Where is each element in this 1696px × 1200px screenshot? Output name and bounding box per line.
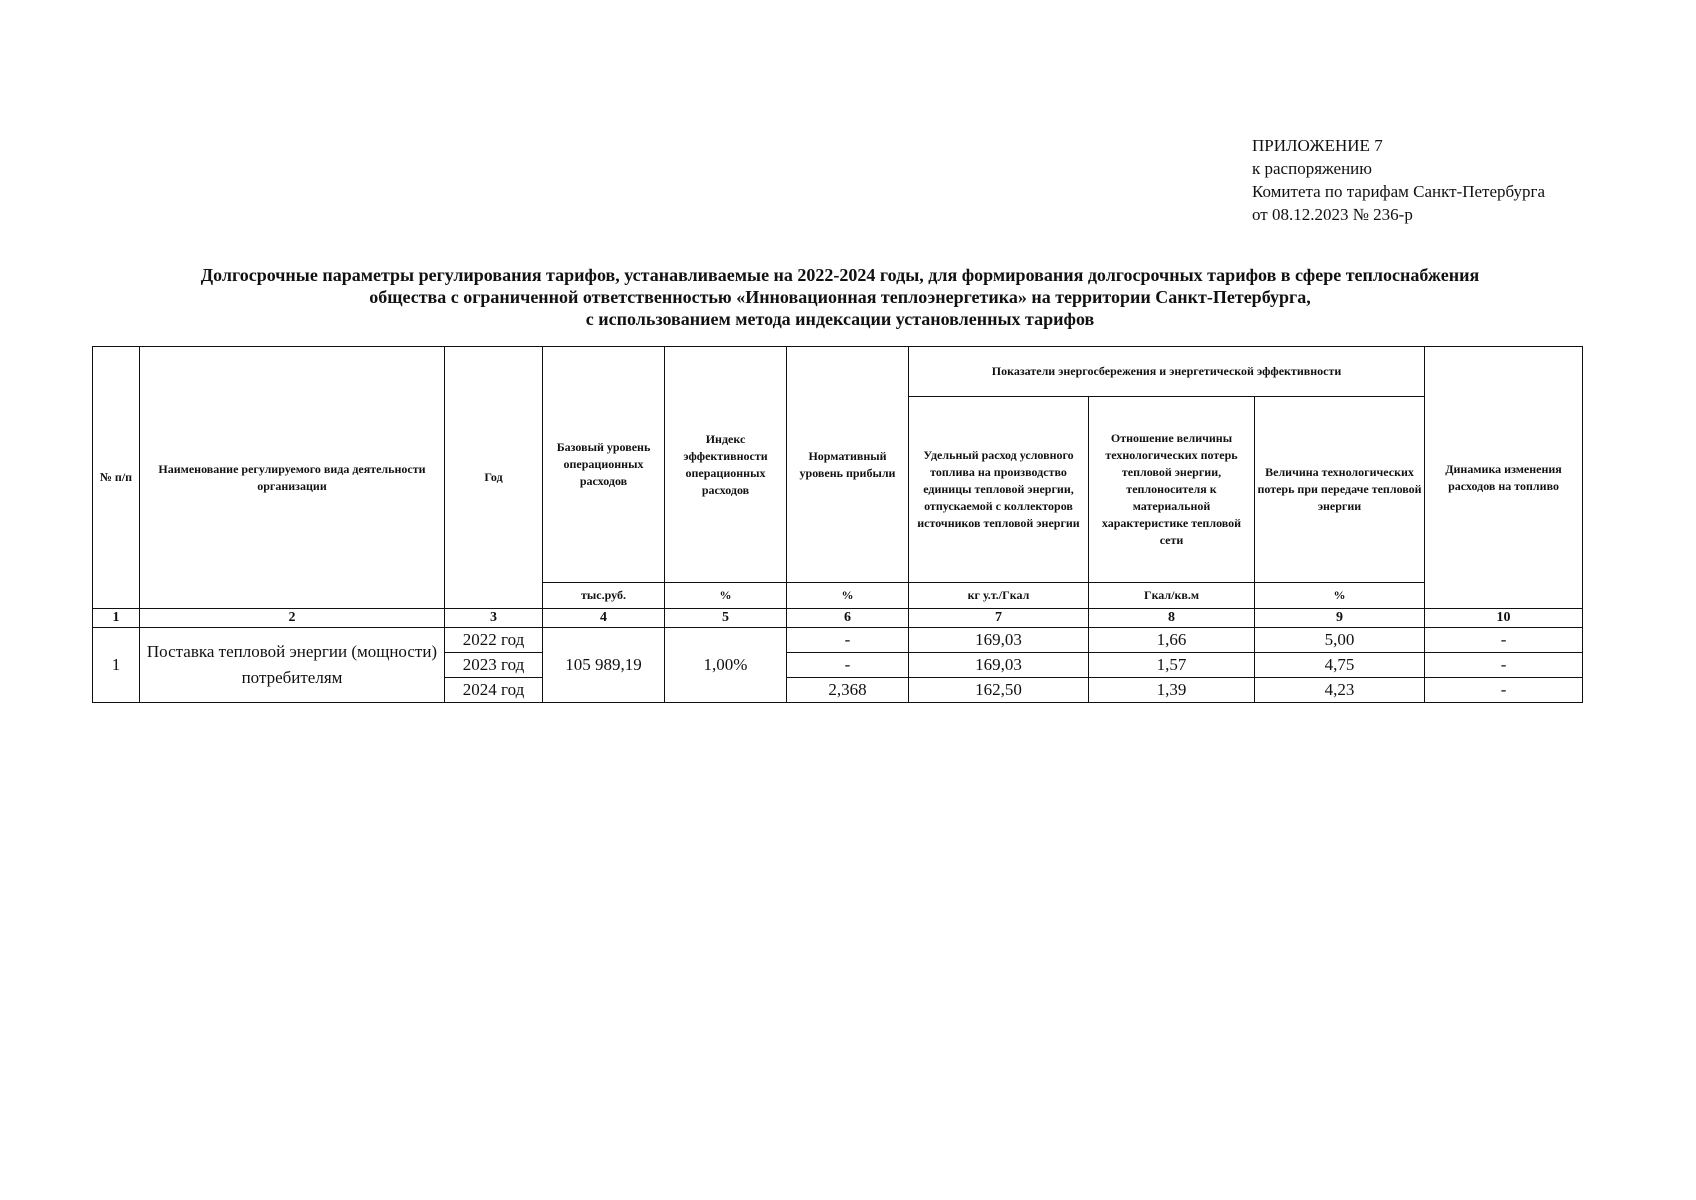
parameters-table bbox=[92, 346, 1583, 703]
loss-value: 4,23 bbox=[1255, 678, 1425, 703]
header-year: Год bbox=[445, 347, 543, 609]
fuel-rate-value: 169,03 bbox=[909, 628, 1089, 653]
appendix-line: к распоряжению bbox=[1252, 159, 1372, 178]
header-loss-value: Величина технологических потерь при передаче тепловой энергии bbox=[1255, 397, 1425, 583]
column-number-row bbox=[93, 609, 1583, 628]
column-number: 3 bbox=[445, 609, 543, 628]
activity-name: Поставка тепловой энергии (мощности) потребителям bbox=[140, 628, 445, 703]
header-fuel-dynamics: Динамика изменения расходов на топливо bbox=[1425, 347, 1583, 609]
column-number: 8 bbox=[1089, 609, 1255, 628]
column-number: 5 bbox=[665, 609, 787, 628]
appendix-number: ПРИЛОЖЕНИЕ 7 bbox=[1252, 136, 1383, 155]
fuel-dynamics-value: - bbox=[1425, 628, 1583, 653]
header-efficiency-index: Индекс эффективности операционных расходов bbox=[665, 347, 787, 583]
column-number: 6 bbox=[787, 609, 909, 628]
loss-value: 4,75 bbox=[1255, 653, 1425, 678]
column-number: 1 bbox=[93, 609, 140, 628]
row-number: 1 bbox=[93, 628, 140, 703]
profit-value: 2,368 bbox=[787, 678, 909, 703]
header-fuel-rate: Удельный расход условного топлива на производство единицы тепловой энергии, отпускаемой с коллекторов источников тепловой энергии bbox=[909, 397, 1089, 583]
fuel-rate-value: 162,50 bbox=[909, 678, 1089, 703]
unit-loss-value: % bbox=[1255, 583, 1425, 609]
loss-value: 5,00 bbox=[1255, 628, 1425, 653]
loss-ratio-value: 1,57 bbox=[1089, 653, 1255, 678]
appendix-date: от 08.12.2023 № 236-р bbox=[1252, 205, 1413, 224]
column-number: 9 bbox=[1255, 609, 1425, 628]
fuel-dynamics-value: - bbox=[1425, 678, 1583, 703]
unit-loss-ratio: Гкал/кв.м bbox=[1089, 583, 1255, 609]
header-row bbox=[93, 347, 1583, 397]
column-number: 10 bbox=[1425, 609, 1583, 628]
header-base-opex: Базовый уровень операционных расходов bbox=[543, 347, 665, 583]
title-line: общества с ограниченной ответственностью «Инновационная теплоэнергетика» на территории Санкт-Петербурга, bbox=[369, 287, 1311, 307]
header-num: № п/п bbox=[93, 347, 140, 609]
year-cell: 2024 год bbox=[445, 678, 543, 703]
title-line: с использованием метода индексации установленных тарифов bbox=[585, 309, 1095, 329]
unit-normative-profit: % bbox=[787, 583, 909, 609]
profit-value: - bbox=[787, 628, 909, 653]
fuel-dynamics-value: - bbox=[1425, 653, 1583, 678]
column-number: 7 bbox=[909, 609, 1089, 628]
year-cell: 2023 год bbox=[445, 653, 543, 678]
table-row bbox=[93, 628, 1583, 653]
fuel-rate-value: 169,03 bbox=[909, 653, 1089, 678]
profit-value: - bbox=[787, 653, 909, 678]
column-number: 2 bbox=[140, 609, 445, 628]
loss-ratio-value: 1,66 bbox=[1089, 628, 1255, 653]
year-cell: 2022 год bbox=[445, 628, 543, 653]
header-loss-ratio: Отношение величины технологических потерь тепловой энергии, теплоносителя к материальной характеристике тепловой сети bbox=[1089, 397, 1255, 583]
header-activity: Наименование регулируемого вида деятельности организации bbox=[140, 347, 445, 609]
appendix-block bbox=[1252, 134, 1545, 226]
column-number: 4 bbox=[543, 609, 665, 628]
unit-base-opex: тыс.руб. bbox=[543, 583, 665, 609]
loss-ratio-value: 1,39 bbox=[1089, 678, 1255, 703]
header-normative-profit: Нормативный уровень прибыли bbox=[787, 347, 909, 583]
appendix-line: Комитета по тарифам Санкт-Петербурга bbox=[1252, 182, 1546, 201]
efficiency-index-value: 1,00% bbox=[665, 628, 787, 703]
base-opex-value: 105 989,19 bbox=[543, 628, 665, 703]
unit-efficiency-index: % bbox=[665, 583, 787, 609]
title-line: Долгосрочные параметры регулирования тарифов, устанавливаемые на 2022-2024 годы, для формирования долгосрочных тарифов в сфере теплоснабжения bbox=[200, 265, 1480, 285]
document-title bbox=[80, 264, 1600, 330]
header-energy-group: Показатели энергосбережения и энергетической эффективности bbox=[909, 347, 1425, 397]
unit-fuel-rate: кг у.т./Гкал bbox=[909, 583, 1089, 609]
